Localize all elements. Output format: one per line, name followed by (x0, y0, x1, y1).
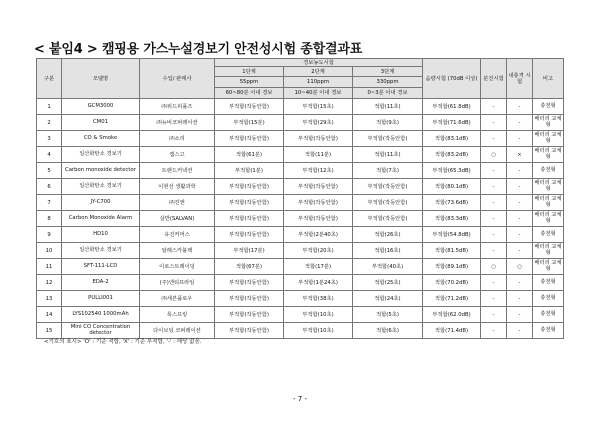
cell-importer: 이현선 생활과학 (140, 179, 215, 195)
cell-stage1: 부적합(작동안함) (215, 323, 284, 339)
cell-importer: ㈜뉴비코퍼레이션 (140, 115, 215, 131)
cell-model: JY-C700 (62, 195, 140, 211)
cell-stage3: 적합(24초) (353, 291, 423, 307)
cell-note: 배터리 교체형 (533, 243, 564, 259)
cell-impact: - (507, 227, 533, 243)
cell-drop: ○ (481, 147, 507, 163)
cell-sound: 부적합(54.8dB) (423, 227, 481, 243)
cell-stage3: 적합(6초) (353, 323, 423, 339)
cell-impact: - (507, 115, 533, 131)
cell-model: 일산화탄소 경보기 (62, 147, 140, 163)
cell-stage1: 부적합(작동안함) (215, 275, 284, 291)
cell-importer: ㈜위드피플즈 (140, 99, 215, 115)
cell-sound: 적합(81.5dB) (423, 243, 481, 259)
cell-model: HD10 (62, 227, 140, 243)
cell-stage1: 적합(61분) (215, 147, 284, 163)
cell-sound: 적합(89.1dB) (423, 259, 481, 275)
cell-stage2: 부적합(12초) (284, 163, 353, 179)
cell-importer: 이로스트레이딩 (140, 259, 215, 275)
cell-stage3: 적합(25초) (353, 275, 423, 291)
legend-note: <기호의 표시> 'O' : 기준 적합, 'X' : 기준 부적합, '-' : 해당 없음. (44, 339, 202, 345)
cell-stage2: 부적합(작동안함) (284, 179, 353, 195)
header-note: 비고 (533, 59, 564, 99)
cell-drop: - (481, 99, 507, 115)
header-stage1-cond: 60~80분 이내 경보 (215, 88, 284, 99)
cell-no: 1 (37, 99, 62, 115)
cell-stage1: 부적합(15분) (215, 115, 284, 131)
cell-stage2: 부적합(15초) (284, 99, 353, 115)
cell-model: GCM3000 (62, 99, 140, 115)
cell-note: 배터리 교체형 (533, 195, 564, 211)
cell-importer: 다이브딩 코퍼레이션 (140, 323, 215, 339)
cell-stage3: 적합(11초) (353, 147, 423, 163)
cell-no: 4 (37, 147, 62, 163)
table-row (37, 131, 564, 147)
header-stage1-ppm: 55ppm (215, 77, 284, 88)
cell-model: Carbon Monoxide Alarm (62, 211, 140, 227)
cell-stage3: 적합(11초) (353, 99, 423, 115)
cell-drop: - (481, 131, 507, 147)
cell-importer: 유진커머스 (140, 227, 215, 243)
cell-sound: 적합(80.1dB) (423, 179, 481, 195)
cell-no: 7 (37, 195, 62, 211)
title-text: 캠핑용 가스누설경보기 안전성시험 종합결과표 (101, 42, 363, 57)
cell-stage1: 부적합(1분) (215, 163, 284, 179)
cell-stage2: 적합(11분) (284, 147, 353, 163)
cell-stage3: 부적합(작동안함) (353, 179, 423, 195)
cell-no: 5 (37, 163, 62, 179)
cell-stage1: 부적합(작동안함) (215, 131, 284, 147)
cell-sound: 적합(70.2dB) (423, 275, 481, 291)
cell-stage2: 부적합(20초) (284, 243, 353, 259)
cell-sound: 적합(73.6dB) (423, 195, 481, 211)
table-row (37, 227, 564, 243)
table-row (37, 291, 564, 307)
cell-impact: - (507, 291, 533, 307)
cell-stage2: 부적합(10초) (284, 323, 353, 339)
cell-importer: ㈜진앤 (140, 195, 215, 211)
cell-drop: - (481, 195, 507, 211)
cell-stage3: 적합(16초) (353, 243, 423, 259)
cell-note: 충전형 (533, 291, 564, 307)
cell-no: 12 (37, 275, 62, 291)
cell-note: 배터리 교체형 (533, 131, 564, 147)
cell-note: 배터리 교체형 (533, 179, 564, 195)
header-alarm-group: 경보농도시험 (215, 59, 423, 67)
cell-importer: (주)엔티프라임 (140, 275, 215, 291)
cell-note: 충전형 (533, 99, 564, 115)
cell-impact: - (507, 323, 533, 339)
cell-no: 3 (37, 131, 62, 147)
cell-stage1: 부적합(작동안함) (215, 195, 284, 211)
header-stage3-cond: 0~3분 이내 경보 (353, 88, 423, 99)
cell-drop: - (481, 227, 507, 243)
header-stage2-cond: 10~40분 이내 경보 (284, 88, 353, 99)
cell-no: 8 (37, 211, 62, 227)
cell-stage3: 적합(9초) (353, 115, 423, 131)
cell-importer: ㈜세븐플로우 (140, 291, 215, 307)
cell-model: Mini CO Concentration detector (62, 323, 140, 339)
header-stage1: 1단계 (215, 67, 284, 77)
page-title (34, 38, 362, 57)
cell-importer: 캠스고 (140, 147, 215, 163)
cell-importer: ㈜소리 (140, 131, 215, 147)
cell-sound: 적합(83.2dB) (423, 147, 481, 163)
cell-stage2: 부적합(작동안함) (284, 195, 353, 211)
cell-model: LYS102540 1000mAh (62, 307, 140, 323)
cell-model: SFT-111-LCD (62, 259, 140, 275)
cell-stage2: 부적합(29초) (284, 115, 353, 131)
cell-importer: 트랜드커넥션 (140, 163, 215, 179)
cell-drop: - (481, 179, 507, 195)
cell-stage1: 부적합(작동안함) (215, 179, 284, 195)
cell-no: 15 (37, 323, 62, 339)
table-row (37, 259, 564, 275)
cell-impact: ○ (507, 259, 533, 275)
cell-model: CO & Smoke (62, 131, 140, 147)
cell-stage1: 부적합(17분) (215, 243, 284, 259)
table-row (37, 195, 564, 211)
cell-impact: - (507, 99, 533, 115)
cell-stage2: 부적합(38초) (284, 291, 353, 307)
cell-note: 충전형 (533, 323, 564, 339)
cell-no: 9 (37, 227, 62, 243)
cell-impact: - (507, 195, 533, 211)
cell-drop: - (481, 323, 507, 339)
cell-note: 충전형 (533, 227, 564, 243)
cell-impact: - (507, 211, 533, 227)
cell-note: 배터리 교체형 (533, 211, 564, 227)
cell-sound: 적합(83.1dB) (423, 131, 481, 147)
cell-importer: 살반(SALVAN) (140, 211, 215, 227)
cell-impact: × (507, 147, 533, 163)
header-stage3-ppm: 330ppm (353, 77, 423, 88)
page-number: - 7 - (293, 395, 307, 403)
header-no: 구분 (37, 59, 62, 99)
cell-stage1: 부적합(작동안함) (215, 307, 284, 323)
cell-no: 10 (37, 243, 62, 259)
cell-no: 14 (37, 307, 62, 323)
cell-sound: 적합(71.4dB) (423, 323, 481, 339)
cell-model: Carbon monoxide detector (62, 163, 140, 179)
cell-stage3: 적합(7초) (353, 163, 423, 179)
cell-stage2: 적합(17분) (284, 259, 353, 275)
cell-drop: - (481, 115, 507, 131)
cell-impact: - (507, 275, 533, 291)
cell-drop: ○ (481, 259, 507, 275)
cell-impact: - (507, 163, 533, 179)
cell-no: 13 (37, 291, 62, 307)
cell-stage3: 부적합(작동안함) (353, 211, 423, 227)
cell-stage3: 부적합(작동안함) (353, 131, 423, 147)
cell-sound: 부적합(65.3dB) (423, 163, 481, 179)
cell-note: 충전형 (533, 163, 564, 179)
cell-drop: - (481, 243, 507, 259)
cell-stage1: 부적합(작동안함) (215, 99, 284, 115)
cell-drop: - (481, 275, 507, 291)
header-stage2-ppm: 110ppm (284, 77, 353, 88)
cell-sound: 부적합(62.0dB) (423, 307, 481, 323)
cell-stage2: 부적합(10초) (284, 307, 353, 323)
cell-impact: - (507, 307, 533, 323)
cell-no: 6 (37, 179, 62, 195)
cell-stage2: 부적합(2분40초) (284, 227, 353, 243)
cell-importer: 알래스카블랙 (140, 243, 215, 259)
cell-model: PULLI001 (62, 291, 140, 307)
cell-sound: 부적합(71.6dB) (423, 115, 481, 131)
cell-stage1: 부적합(작동안함) (215, 211, 284, 227)
cell-stage1: 부적합(작동안함) (215, 227, 284, 243)
cell-impact: - (507, 131, 533, 147)
cell-stage3: 부적합(40초) (353, 259, 423, 275)
cell-no: 2 (37, 115, 62, 131)
header-importer: 수입/ 판매사 (140, 59, 215, 99)
cell-impact: - (507, 179, 533, 195)
table-row (37, 243, 564, 259)
table-row (37, 115, 564, 131)
table-row (37, 307, 564, 323)
cell-stage1: 적합(67분) (215, 259, 284, 275)
cell-stage1: 부적합(작동안함) (215, 291, 284, 307)
cell-stage3: 적합(26초) (353, 227, 423, 243)
table-row (37, 147, 564, 163)
cell-stage2: 부적합(1분24초) (284, 275, 353, 291)
header-drop: 분진시험 (481, 59, 507, 99)
cell-stage3: 적합(5초) (353, 307, 423, 323)
cell-drop: - (481, 291, 507, 307)
table-row (37, 179, 564, 195)
cell-note: 충전형 (533, 275, 564, 291)
cell-drop: - (481, 211, 507, 227)
cell-note: 배터리 교체형 (533, 147, 564, 163)
appendix-tag: < 붙임4 > (34, 42, 98, 57)
cell-model: 일산화탄소 경보기 (62, 243, 140, 259)
cell-drop: - (481, 163, 507, 179)
cell-note: 배터리 교체형 (533, 115, 564, 131)
cell-model: CM01 (62, 115, 140, 131)
table-row (37, 99, 564, 115)
cell-stage2: 부적합(작동안함) (284, 211, 353, 227)
cell-stage2: 부적합(작동안함) (284, 131, 353, 147)
cell-stage3: 부적합(작동안함) (353, 195, 423, 211)
header-stage3: 3단계 (353, 67, 423, 77)
cell-sound: 적합(83.3dB) (423, 211, 481, 227)
cell-note: 배터리 교체형 (533, 259, 564, 275)
cell-sound: 적합(71.2dB) (423, 291, 481, 307)
header-impact: 내충격 시험 (507, 59, 533, 99)
table-row (37, 163, 564, 179)
cell-no: 11 (37, 259, 62, 275)
table-row (37, 211, 564, 227)
cell-model: EDA-2 (62, 275, 140, 291)
cell-impact: - (507, 243, 533, 259)
cell-drop: - (481, 307, 507, 323)
cell-sound: 부적합(61.8dB) (423, 99, 481, 115)
results-table (36, 58, 564, 339)
table-row (37, 275, 564, 291)
cell-note: 충전형 (533, 307, 564, 323)
cell-importer: 록스프링 (140, 307, 215, 323)
header-model: 모델명 (62, 59, 140, 99)
cell-model: 일산화탄소 경보기 (62, 179, 140, 195)
header-stage2: 2단계 (284, 67, 353, 77)
header-sound: 음량시험 (70dB 이상) (423, 59, 481, 99)
